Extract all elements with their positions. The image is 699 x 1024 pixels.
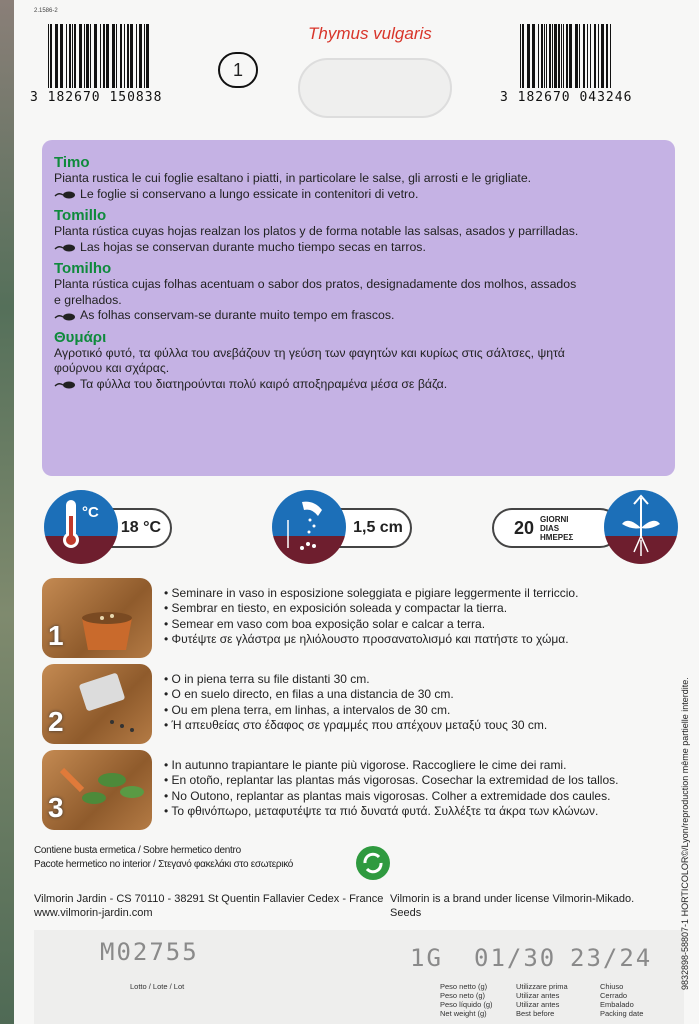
- barcode-left: [46, 24, 206, 88]
- packing-label: Packing date: [600, 1009, 644, 1018]
- step-number: 2: [48, 706, 64, 737]
- license-line-2: Seeds: [390, 907, 422, 919]
- barcode-left-number: 3 182670 150838: [30, 90, 163, 105]
- lang-tip: [54, 308, 663, 324]
- barcode-bar: [116, 24, 117, 88]
- barcode-bar: [100, 24, 101, 88]
- barcode-bar: [541, 24, 543, 88]
- barcode-bar: [610, 24, 611, 88]
- lang-tip-text: Τα φύλλα του διατηρούνται πολύ καιρό αποξηραμένα μέσα σε βάζα.: [80, 376, 448, 391]
- barcode-bar: [86, 24, 89, 88]
- barcode-bar: [74, 24, 76, 88]
- step-line: • In autunno trapiantare le piante più vigorose. Raccogliere le cime dei rami.: [164, 758, 618, 773]
- days-word-it: GIORNI: [540, 514, 569, 524]
- step-3-image: [42, 750, 152, 830]
- barcode-bar: [139, 24, 142, 88]
- barcode-bar: [79, 24, 82, 88]
- lang-text-2: φούρνου και σχάρας.: [54, 361, 170, 375]
- germination-icon: [604, 490, 678, 564]
- packing-label: Cerrado: [600, 991, 628, 1000]
- barcode-bar: [569, 24, 572, 88]
- step-line: • Seminare in vaso in esposizione soleggiata e pigiare leggermente il terriccio.: [164, 586, 578, 601]
- lang-block-spanish: [54, 207, 663, 255]
- barcode-bar: [106, 24, 109, 88]
- barcode-bar: [598, 24, 599, 88]
- top-code: 2.1586-2: [34, 8, 58, 14]
- best-before-labels: [516, 982, 568, 1018]
- lang-title: Tomilho: [54, 260, 112, 277]
- use-label: Utilizar antes: [516, 1000, 560, 1009]
- step-number: 3: [48, 792, 64, 823]
- barcode-bar: [587, 24, 588, 88]
- lang-text: Planta rústica cuyas hojas realzan los platos y de forma notable las salsas, asados y parrilladas.: [54, 224, 579, 238]
- use-label: Utilizzare prima: [516, 982, 568, 991]
- barcode-bar: [606, 24, 608, 88]
- barcode-bar: [112, 24, 115, 88]
- barcode-bar: [103, 24, 105, 88]
- step-2-image: [42, 664, 152, 744]
- barcode-bar: [561, 24, 562, 88]
- weight-label: Net weight (g): [440, 1009, 487, 1018]
- green-dot-recycle-icon: [356, 846, 390, 880]
- step-1-image: [42, 578, 152, 658]
- hermetic-line-2: Pacote hermetico no interior / Στεγανό φακελάκι στο εσωτερικό: [34, 859, 294, 870]
- barcode-bar: [144, 24, 145, 88]
- barcode-bar: [48, 24, 49, 88]
- step-line: • O en suelo directo, en filas a una distancia de 30 cm.: [164, 687, 547, 702]
- barcode-bar: [594, 24, 596, 88]
- step-line: • No Outono, replantar as plantas mais vigorosas. Colher a extremidade dos caules.: [164, 789, 618, 804]
- lot-label: Lotto / Lote / Lot: [130, 982, 185, 991]
- step-1-lines: [164, 586, 578, 647]
- weight-labels: [440, 982, 493, 1018]
- barcode-bar: [127, 24, 129, 88]
- barcode-bar: [527, 24, 530, 88]
- use-label: Best before: [516, 1009, 555, 1018]
- barcode-bar: [601, 24, 604, 88]
- circle-number: 1: [218, 52, 258, 88]
- depth-value: 1,5 cm: [353, 519, 403, 536]
- barcode-bar: [544, 24, 545, 88]
- step-line: • Ou em plena terra, em linhas, a intervalos de 30 cm.: [164, 703, 547, 718]
- barcode-bar: [136, 24, 137, 88]
- lang-block-italian: [54, 154, 663, 202]
- lang-text: Planta rústica cujas folhas acentuam o sabor dos pratos, designadamente dos molhos, assados: [54, 277, 577, 291]
- step-line: • Το φθινόπωρο, μεταφυτέψτε τα πιό δυνατά φυτά. Συλλέξτε τα άκρα των κλώνων.: [164, 804, 618, 819]
- barcode-bar: [72, 24, 73, 88]
- sowing-depth-icon: [272, 490, 346, 564]
- leaf-icon: [54, 379, 76, 389]
- barcode-bar: [554, 24, 557, 88]
- temperature-unit: °C: [82, 504, 99, 521]
- step-2-lines: [164, 672, 547, 733]
- days-number: 20: [514, 517, 535, 538]
- weight-label: Peso netto (g): [440, 982, 488, 991]
- lang-tip-text: Las hojas se conservan durante mucho tiempo secas en tarros.: [80, 239, 426, 254]
- lot-code: M02755: [100, 938, 199, 966]
- lang-block-greek: [54, 329, 663, 393]
- barcode-bar: [124, 24, 125, 88]
- step-line: • Sembrar en tiesto, en exposición soleada y compactar la tierra.: [164, 601, 578, 616]
- barcode-bar: [575, 24, 578, 88]
- barcode-bar: [546, 24, 547, 88]
- lang-text-2: e grelhados.: [54, 292, 122, 307]
- lang-tip: [54, 377, 663, 393]
- barcode-bar: [552, 24, 553, 88]
- step-line: • Semear em vaso com boa exposição solar e calcar a terra.: [164, 617, 578, 632]
- leaf-icon: [54, 311, 76, 321]
- step-number: 1: [48, 620, 64, 651]
- temperature-value: 18 °C: [120, 519, 162, 536]
- best-before-stamp: 01/30: [474, 944, 557, 972]
- barcode-bar: [120, 24, 122, 88]
- lang-text: Αγροτικό φυτό, τα φύλλα του ανεβάζουν τη γεύση των φαγητών και κυρίως στις σάλτσες, ψητά: [54, 345, 565, 360]
- lang-title: Tomillo: [54, 207, 107, 224]
- use-label: Utilizar antes: [516, 991, 560, 1000]
- barcode-bar: [583, 24, 585, 88]
- step-line: • O in piena terra su file distanti 30 cm.: [164, 672, 547, 687]
- species-name: Thymus vulgaris: [308, 24, 432, 43]
- germination-days-pill: [492, 508, 620, 548]
- vertical-printer-text: 9832898-58807-1 HORTICOLOR©/Lyon/reproduction même partielle interdite.: [680, 677, 690, 990]
- leaf-icon: [54, 189, 76, 199]
- lang-block-portuguese: [54, 260, 663, 324]
- lang-tip: [54, 187, 663, 203]
- barcode-bar: [563, 24, 564, 88]
- weight-label: Peso neto (g): [440, 991, 486, 1000]
- barcode-bar: [50, 24, 52, 88]
- hermetic-notice: [34, 844, 293, 872]
- barcode-bar: [84, 24, 85, 88]
- hermetic-line-1: Contiene busta ermetica / Sobre hermetico dentro: [34, 845, 241, 856]
- barcode-bar: [69, 24, 71, 88]
- barcode-right: [518, 24, 678, 88]
- license-line: Vilmorin is a brand under license Vilmorin-Mikado.: [390, 893, 635, 905]
- barcode-bar: [60, 24, 63, 88]
- lang-title: Timo: [54, 154, 90, 171]
- barcode-bar: [532, 24, 535, 88]
- thermometer-icon: [44, 490, 118, 564]
- barcode-bar: [566, 24, 568, 88]
- address-line: Vilmorin Jardin - CS 70110 - 38291 St Quentin Fallavier Cedex - France: [34, 893, 384, 905]
- days-word-gr: ΗΜΕΡΕΣ: [540, 532, 574, 542]
- company-address: [34, 892, 383, 920]
- barcode-bar: [146, 24, 149, 88]
- barcode-bar: [130, 24, 133, 88]
- packing-label: Chiuso: [600, 982, 624, 991]
- days-word-es: DIAS: [540, 523, 560, 533]
- hang-hole: [298, 58, 452, 118]
- step-3-lines: [164, 758, 618, 819]
- barcode-bar: [66, 24, 67, 88]
- barcode-bar: [55, 24, 58, 88]
- step-line: • Φυτέψτε σε γλάστρα με ηλιόλουστο προσανατολισμό και πατήστε το χώμα.: [164, 632, 578, 647]
- barcode-bar: [94, 24, 97, 88]
- barcode-bar: [558, 24, 560, 88]
- lang-tip-text: As folhas conservam-se durante muito tempo em frascos.: [80, 308, 395, 322]
- lang-title: Θυμάρι: [54, 328, 107, 346]
- barcode-bar: [549, 24, 551, 88]
- packing-date-stamp: 23/24: [570, 944, 653, 972]
- lang-text: Pianta rustica le cui foglie esaltano i piatti, in particolare le salse, gli arrosti e le grigliate.: [54, 171, 532, 185]
- step-line: • En otoño, replantar las plantas más vigorosas. Cosechar la extremidad de los tallos.: [164, 773, 618, 788]
- website: www.vilmorin-jardin.com: [34, 907, 153, 919]
- packet-edge: [0, 0, 14, 1024]
- weight-stamp: 1G: [410, 944, 443, 972]
- barcode-bar: [520, 24, 521, 88]
- lang-tip: [54, 240, 663, 256]
- packing-date-labels: [600, 982, 643, 1018]
- step-line: • Ή απευθείας στο έδαφος σε γραμμές που απέχουν μεταξύ τους 30 cm.: [164, 718, 547, 733]
- lang-tip-text: Le foglie si conservano a lungo essicate in contenitori di vetro.: [80, 186, 419, 201]
- barcode-bar: [579, 24, 580, 88]
- days-words: [540, 515, 573, 542]
- license-notice: [390, 892, 634, 920]
- weight-label: Peso líquido (g): [440, 1000, 493, 1009]
- barcode-bar: [522, 24, 524, 88]
- barcode-bar: [538, 24, 539, 88]
- description-panel: [42, 140, 675, 476]
- barcode-bar: [590, 24, 591, 88]
- barcode-bar: [90, 24, 91, 88]
- barcode-right-number: 3 182670 043246: [500, 90, 633, 105]
- packing-label: Embalado: [600, 1000, 634, 1009]
- leaf-icon: [54, 242, 76, 252]
